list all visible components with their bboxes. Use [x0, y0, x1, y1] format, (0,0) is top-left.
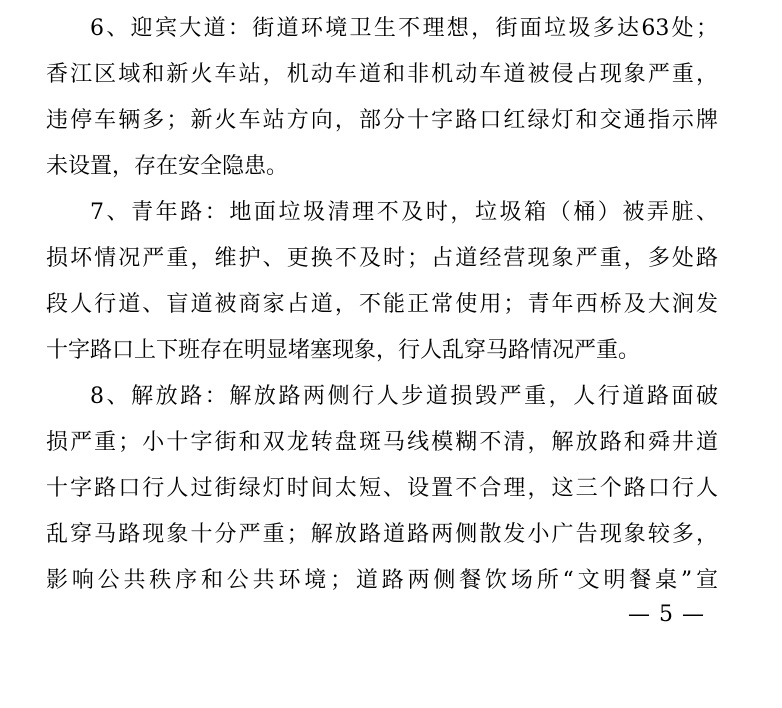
page-number: — 5 — — [628, 602, 705, 627]
paragraph-8-line-5: 影响公共秩序和公共环境；道路两侧餐饮场所“文明餐桌”宣 — [46, 568, 718, 593]
paragraph-8-line-3: 十字路口行人过街绿灯时间太短、设置不合理，这三个路口行人 — [46, 476, 718, 501]
paragraph-7-line-3: 段人行道、盲道被商家占道，不能正常使用；青年西桥及大涧发 — [46, 292, 718, 317]
paragraph-7-line-2: 损坏情况严重，维护、更换不及时；占道经营现象严重，多处路 — [46, 246, 718, 271]
paragraph-8-line-1: 8、解放路：解放路两侧行人步道损毁严重，人行道路面破 — [90, 384, 718, 409]
paragraph-8-line-2: 损严重；小十字街和双龙转盘斑马线模糊不清，解放路和舜井道 — [46, 430, 718, 455]
paragraph-6-line-2: 香江区域和新火车站，机动车道和非机动车道被侵占现象严重， — [46, 62, 718, 87]
paragraph-7-line-4: 十字路口上下班存在明显堵塞现象，行人乱穿马路情况严重。 — [46, 338, 641, 363]
paragraph-7-line-1: 7、青年路：地面垃圾清理不及时，垃圾箱（桶）被弄脏、 — [90, 200, 718, 225]
paragraph-6-line-3: 违停车辆多；新火车站方向，部分十字路口红绿灯和交通指示牌 — [46, 108, 718, 133]
paragraph-8-line-4: 乱穿马路现象十分严重；解放路道路两侧散发小广告现象较多， — [46, 522, 718, 547]
paragraph-6-line-1: 6、迎宾大道：街道环境卫生不理想，街面垃圾多达63处； — [90, 16, 718, 41]
paragraph-6-line-4: 未设置，存在安全隐患。 — [46, 154, 289, 179]
